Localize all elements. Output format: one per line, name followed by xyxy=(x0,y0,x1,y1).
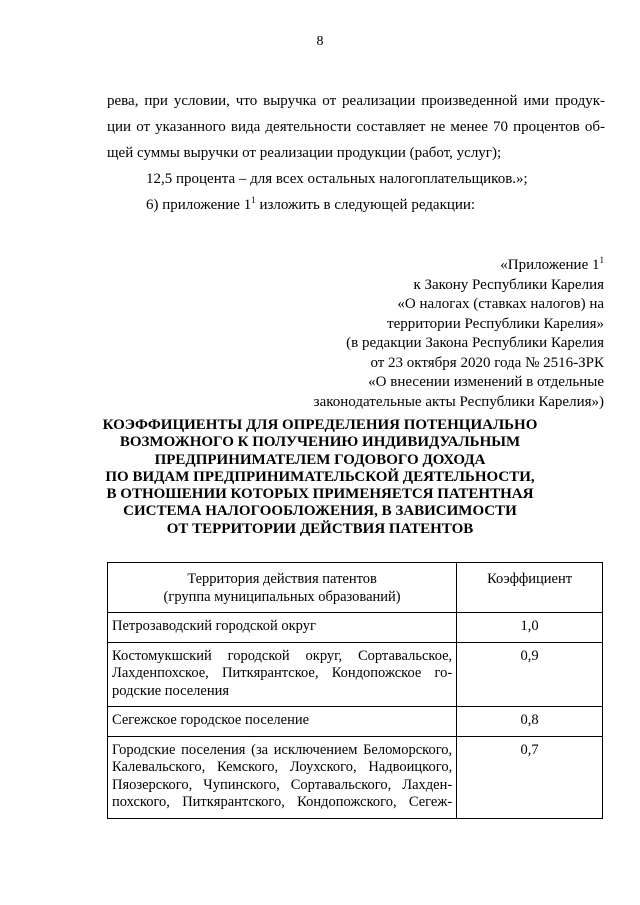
territory-line: Сегежское городское поселение xyxy=(112,712,310,728)
territory-line: Лахденпохское, Питкярантское, Кондопожское го- xyxy=(112,665,453,681)
territory-line: Петрозаводский городской округ xyxy=(112,618,316,634)
appendix-reference xyxy=(314,256,604,412)
header-coefficient: Коэффициент xyxy=(457,563,603,613)
coefficient-cell: 1,0 xyxy=(457,613,603,643)
item-6-text-tail: изложить в следующей редакции: xyxy=(255,197,476,213)
territory-cell xyxy=(108,613,457,643)
territory-line: Пяозерского, Чупинского, Сортавальского, Лахден- xyxy=(112,776,453,793)
item-6-text: 6) приложение 1 xyxy=(146,197,252,213)
header-territory-line: (группа муниципальных образований) xyxy=(163,588,401,605)
header-territory-line: Территория действия патентов xyxy=(187,571,377,587)
territory-cell xyxy=(108,707,457,737)
territory-line: Городские поселения (за исключением Беломорского, xyxy=(112,741,453,758)
territory-line: Костомукшский городской округ, Сортавальское, xyxy=(112,647,453,664)
coefficient-cell: 0,7 xyxy=(457,736,603,818)
appendix-superscript: 1 xyxy=(599,255,604,265)
table-row xyxy=(108,613,603,643)
appendix-line: (в редакции Закона Республики Карелия xyxy=(346,335,604,351)
coefficients-table xyxy=(107,562,603,819)
item-6-superscript: 1 xyxy=(251,195,256,205)
coefficient-cell: 0,8 xyxy=(457,707,603,737)
rate-item: 12,5 процента – для всех остальных налогоплательщиков.»; xyxy=(146,171,528,187)
table-row xyxy=(108,707,603,737)
territory-cell xyxy=(108,642,457,707)
appendix-title: «Приложение 1 xyxy=(500,257,600,273)
body-line: рева, при условии, что выручка от реализации произведенной ими продук- xyxy=(107,93,605,109)
page-number: 8 xyxy=(316,34,324,49)
table-row xyxy=(108,642,603,707)
appendix-line: «О внесении изменений в отдельные xyxy=(368,374,604,390)
appendix-line: законодательные акты Республики Карелия») xyxy=(313,393,604,410)
table-row xyxy=(108,736,603,818)
heading-line: ПО ВИДАМ ПРЕДПРИНИМАТЕЛЬСКОЙ ДЕЯТЕЛЬНОСТИ, xyxy=(105,468,535,485)
appendix-line xyxy=(314,256,604,276)
heading-line: ОТ ТЕРРИТОРИИ ДЕЙСТВИЯ ПАТЕНТОВ xyxy=(166,520,474,537)
heading-line: ПРЕДПРИНИМАТЕЛЕМ ГОДОВОГО ДОХОДА xyxy=(154,451,486,468)
heading-line: КОЭФФИЦИЕНТЫ ДЛЯ ОПРЕДЕЛЕНИЯ ПОТЕНЦИАЛЬНО xyxy=(102,417,538,433)
appendix-line: территории Республики Карелия» xyxy=(387,315,604,332)
item-6 xyxy=(146,192,606,218)
territory-line: похского, Питкярантского, Кондопожского, Сегеж- xyxy=(112,794,453,810)
header-territory xyxy=(108,563,457,613)
heading-line: ВОЗМОЖНОГО К ПОЛУЧЕНИЮ ИНДИВИДУАЛЬНЫМ xyxy=(119,434,521,451)
appendix-line: к Закону Республики Карелия xyxy=(413,276,604,293)
body-line: щей суммы выручки от реализации продукции (работ, услуг); xyxy=(107,145,502,161)
body-line: ции от указанного вида деятельности составляет не менее 70 процентов об- xyxy=(107,119,605,135)
coefficient-cell: 0,9 xyxy=(457,642,603,707)
territory-cell xyxy=(108,736,457,818)
territory-line: родские поселения xyxy=(112,682,230,699)
territory-line: Калевальского, Кемского, Лоухского, Надвоицкого, xyxy=(112,759,453,775)
heading-line: В ОТНОШЕНИИ КОТОРЫХ ПРИМЕНЯЕТСЯ ПАТЕНТНАЯ xyxy=(106,486,534,503)
heading-line: СИСТЕМА НАЛОГООБЛОЖЕНИЯ, В ЗАВИСИМОСТИ xyxy=(123,503,517,520)
appendix-line: «О налогах (ставках налогов) на xyxy=(397,296,604,312)
section-heading xyxy=(0,417,640,538)
appendix-line: от 23 октября 2020 года № 2516-ЗРК xyxy=(370,354,604,371)
table-header-row xyxy=(108,563,603,613)
